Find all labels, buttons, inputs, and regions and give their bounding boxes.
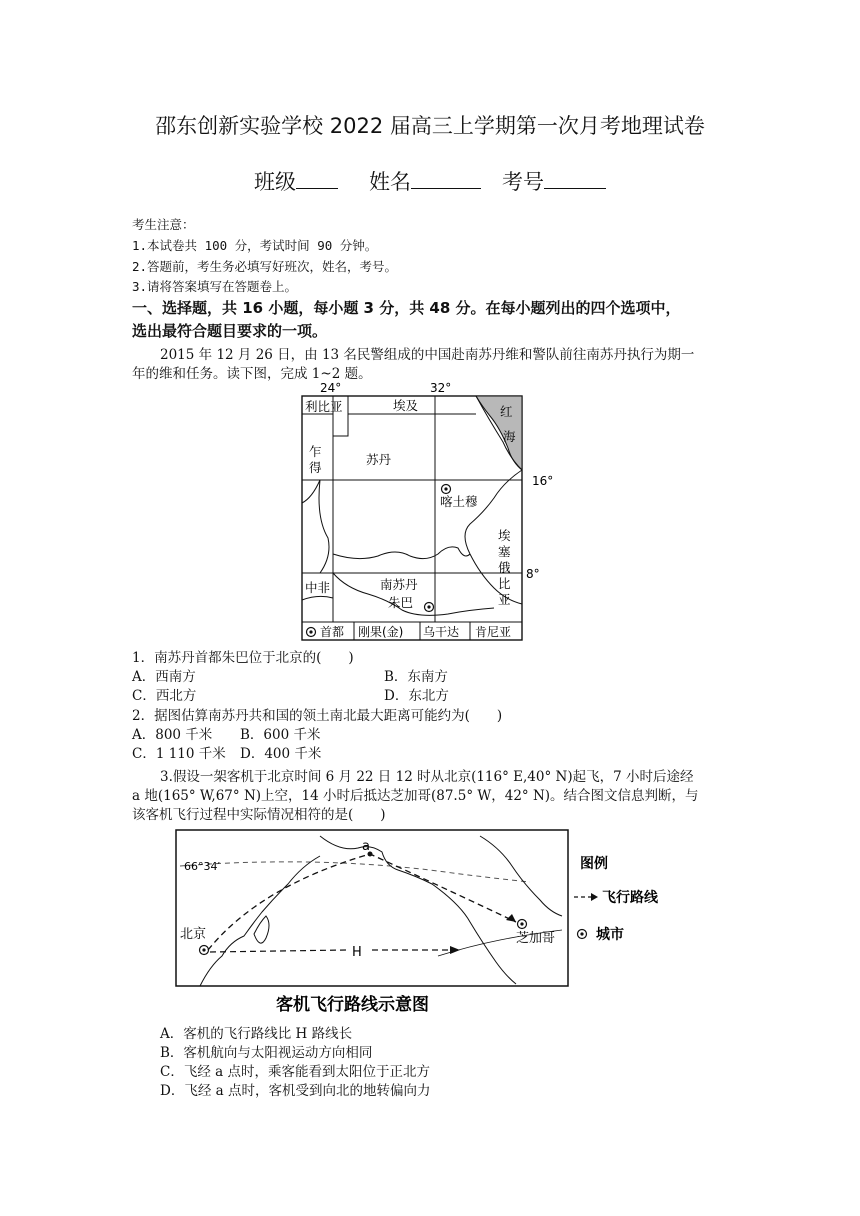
label-sudan: 苏丹 <box>366 452 392 467</box>
q1-option-b[interactable]: B．东南方 <box>384 669 448 685</box>
khartoum-dot <box>444 487 447 490</box>
label-egypt: 埃及 <box>393 398 419 413</box>
q1-option-d[interactable]: D．东北方 <box>384 688 449 704</box>
juba-dot <box>427 605 430 608</box>
ethiopia-border-north <box>465 470 522 554</box>
chicago-dot <box>520 922 523 925</box>
point-a-label: a <box>362 839 370 854</box>
label-ethiopia-2: 塞 <box>498 544 511 559</box>
label-khartoum: 喀土穆 <box>440 494 478 509</box>
q2-option-a[interactable]: A．800 千米 <box>132 727 213 743</box>
q3-stem-cont2: 该客机飞行过程中实际情况相符的是( ) <box>132 807 386 823</box>
label-ethiopia-4: 比 <box>498 576 511 591</box>
name-field <box>369 166 481 196</box>
sudan-map <box>298 378 558 644</box>
q2-stem: 2．据图估算南苏丹共和国的领土南北最大距离可能约为( ) <box>132 708 503 724</box>
label-juba: 朱巴 <box>388 595 414 610</box>
q2-option-b[interactable]: B．600 千米 <box>240 727 321 743</box>
q3-option-d[interactable]: D．飞经 a 点时，客机受到向北的地转偏向力 <box>160 1083 431 1099</box>
class-blank[interactable] <box>296 168 338 189</box>
number-field <box>502 166 606 196</box>
q1-option-a[interactable]: A．西南方 <box>132 669 196 685</box>
chicago-label: 芝加哥 <box>516 931 556 946</box>
legend-route-arrow <box>591 893 598 901</box>
lat-label-16: 16° <box>532 474 554 488</box>
label-chad-1: 乍 <box>309 444 322 459</box>
label-red: 红 <box>500 404 513 419</box>
lon-label-32: 32° <box>430 381 452 395</box>
q3-option-a[interactable]: A．客机的飞行路线比 H 路线长 <box>160 1026 353 1042</box>
label-uganda: 乌干达 <box>423 625 460 639</box>
notice-item: 3.请将答案填写在答题卷上。 <box>132 279 298 294</box>
label-ethiopia-3: 俄 <box>498 560 511 575</box>
name-label: 姓名 <box>369 170 411 194</box>
h-route-label: H <box>352 945 362 960</box>
intro-text-cont: 年的维和任务。读下图，完成 1~2 题。 <box>132 366 372 382</box>
legend-city-label: 城市 <box>596 927 624 943</box>
lat-label-8: 8° <box>526 567 540 581</box>
label-sea: 海 <box>503 429 516 444</box>
legend-title: 图例 <box>580 856 608 872</box>
notice-heading: 考生注意： <box>132 217 195 232</box>
class-label: 班级 <box>254 170 296 194</box>
beijing-dot <box>202 948 205 951</box>
q3-stem: 3.假设一架客机于北京时间 6 月 22 日 12 时从北京(116° E,40° N)起飞，7 小时后途经 <box>160 769 694 785</box>
car-border <box>302 596 333 600</box>
q2-option-c[interactable]: C．1 110 千米 <box>132 746 226 762</box>
map2-caption: 客机飞行路线示意图 <box>276 995 429 1015</box>
ethiopia-border-south <box>470 554 522 604</box>
q3-option-b[interactable]: B．客机航向与太阳视运动方向相同 <box>160 1045 373 1061</box>
q2-option-d[interactable]: D．400 千米 <box>240 746 322 762</box>
number-label: 考号 <box>502 170 544 194</box>
label-chad-2: 得 <box>309 460 322 475</box>
exam-title: 邵东创新实验学校 2022 届高三上学期第一次月考地理试卷 <box>155 114 705 138</box>
section-heading: 一、选择题，共 16 小题，每小题 3 分，共 48 分。在每小题列出的四个选项中， <box>132 299 681 317</box>
q3-stem-cont: a 地(165° W,67° N)上空，14 小时后抵达芝加哥(87.5° W，42° N)。结合图文信息判断，与 <box>132 788 699 804</box>
section-heading-cont: 选出最符合题目要求的一项。 <box>132 322 328 340</box>
flight-route-map <box>170 826 690 1020</box>
label-ethiopia-5: 亚 <box>498 592 511 607</box>
notice-item: 1.本试卷共 100 分，考试时间 90 分钟。 <box>132 238 378 253</box>
notice-item: 2.答题前，考生务必填写好班次，姓名，考号。 <box>132 259 398 274</box>
sudan-south-border <box>333 547 470 559</box>
label-kenya: 肯尼亚 <box>475 625 512 639</box>
q1-option-c[interactable]: C．西北方 <box>132 688 197 704</box>
label-south-sudan: 南苏丹 <box>380 577 418 592</box>
label-car: 中非 <box>305 580 331 595</box>
legend-capital-label: 首都 <box>320 625 345 639</box>
chad-border <box>302 480 329 573</box>
label-ethiopia-1: 埃 <box>498 528 511 543</box>
q3-option-c[interactable]: C．飞经 a 点时，乘客能看到太阳位于正北方 <box>160 1064 430 1080</box>
lon-label-24: 24° <box>320 381 342 395</box>
q1-stem: 1．南苏丹首都朱巴位于北京的( ) <box>132 650 354 666</box>
number-blank[interactable] <box>544 168 606 189</box>
arctic-circle-label: 66°34′ <box>184 860 220 873</box>
class-field <box>254 166 338 196</box>
label-libya: 利比亚 <box>305 399 343 414</box>
beijing-label: 北京 <box>180 927 207 942</box>
intro-text: 2015 年 12 月 26 日，由 13 名民警组成的中国赴南苏丹维和警队前往南苏丹执行为期一 <box>160 347 695 363</box>
legend-city-dot <box>580 932 583 935</box>
label-drc: 刚果(金) <box>358 625 404 639</box>
name-blank[interactable] <box>411 168 481 189</box>
legend-capital-dot <box>309 630 312 633</box>
legend-route-label: 飞行路线 <box>602 890 658 906</box>
